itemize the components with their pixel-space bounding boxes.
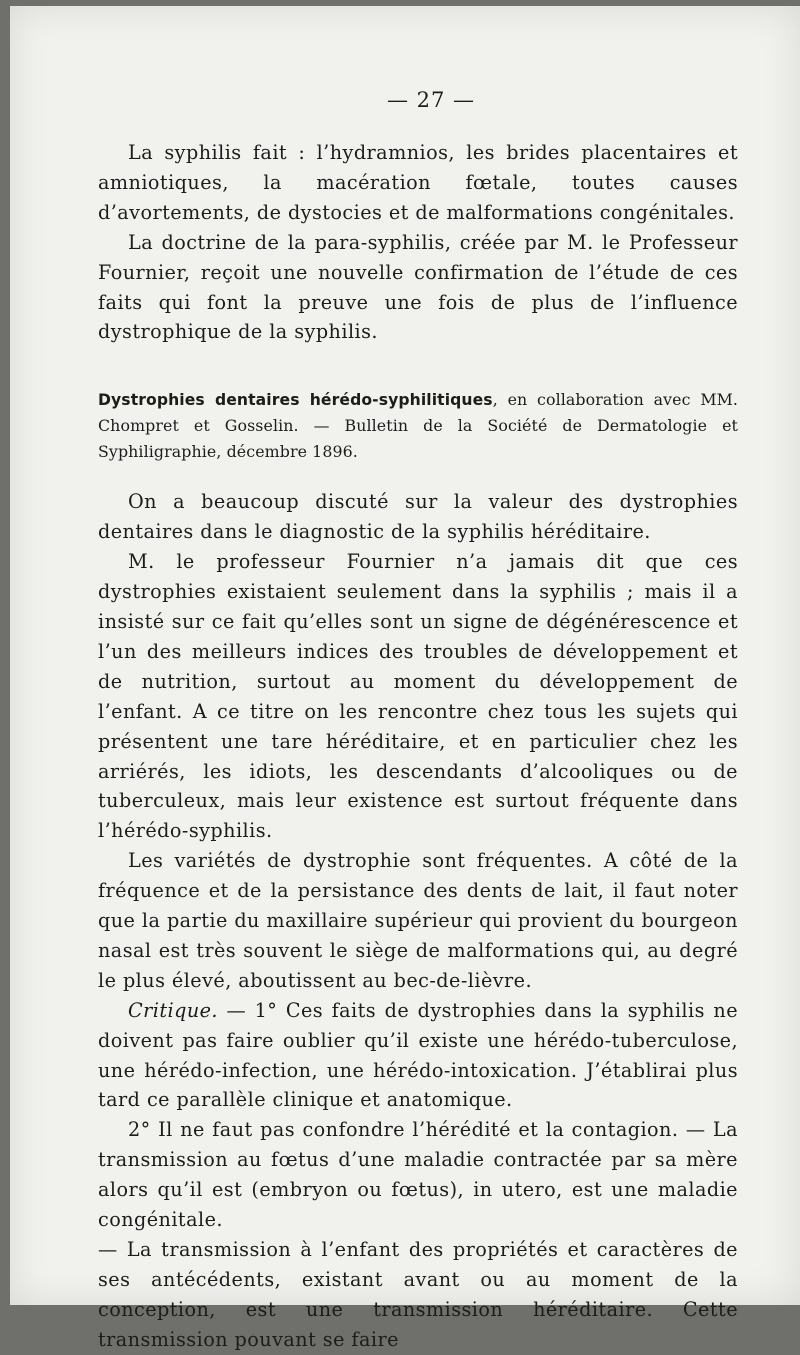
page-text [98,88,738,1355]
critique-label: Critique. [128,998,218,1022]
bibliographic-reference [98,387,738,465]
reference-title: Dystrophies dentaires hérédo-syphilitiques [98,391,493,410]
paragraph: 2° Il ne faut pas confondre l’hérédité et la contagion. — La transmission au fœtus d’une maladie contractée par sa mère alors qu’il est (embryon ou fœtus), in utero, est une maladie congénitale. [98,1118,738,1232]
paragraph: — La transmission à l’enfant des propriétés et caractères de ses antécédents, existant avant ou au moment de la conception, est une transmission héréditaire. Cette transmission pouvant se faire [98,1238,738,1351]
scanned-page [10,6,800,1351]
page-number: — 27 — [386,88,476,112]
paragraph: On a beaucoup discuté sur la valeur des dystrophies dentaires dans le diagnostic de la syphilis héréditaire. [98,490,738,544]
paragraph: M. le professeur Fournier n’a jamais dit que ces dystrophies existaient seulement dans la syphilis ; mais il a insisté sur ce fait qu’elles sont un signe de dégénérescence et l’un des meilleurs indices des troubles de développement et de nutrition, surtout au moment du développement de l’enfant. A ce titre on les rencontre chez tous les sujets qui présentent une tare héréditaire, et en particulier chez les arriérés, les idiots, les descendants d’alcooliques ou de tuberculeux, mais leur existence est surtout fréquente dans l’hérédo-syphilis. [98,550,738,843]
paragraph: La doctrine de la para-syphilis, créée par M. le Professeur Fournier, reçoit une nouvelle confirmation de l’étude de ces faits qui font la preuve une fois de plus de l’influence dystrophique de la syphilis. [98,230,738,344]
paragraph [98,996,738,1116]
reference-details: , en collaboration avec MM. Chompret et Gosselin. — Bulletin de la Société de Dermatologie et Syphiligraphie, décembre 1896. [98,390,738,462]
critique-text: — 1° Ces faits de dystrophies dans la syphilis ne doivent pas faire oublier qu’il existe une hérédo-tuberculose, une hérédo-infection, une hérédo-intoxication. J’établirai plus tard ce parallèle clinique et anatomique. [98,998,738,1112]
paragraph: La syphilis fait : l’hydramnios, les brides placentaires et amniotiques, la macération fœtale, toutes causes d’avortements, de dystocies et de malformations congénitales. [98,141,738,224]
paragraph: Les variétés de dystrophie sont fréquentes. A côté de la fréquence et de la persistance des dents de lait, il faut noter que la partie du maxillaire supérieur qui provient du bourgeon nasal est très souvent le siège de malformations qui, au degré le plus élevé, aboutissent au bec-de-lièvre. [98,849,738,992]
